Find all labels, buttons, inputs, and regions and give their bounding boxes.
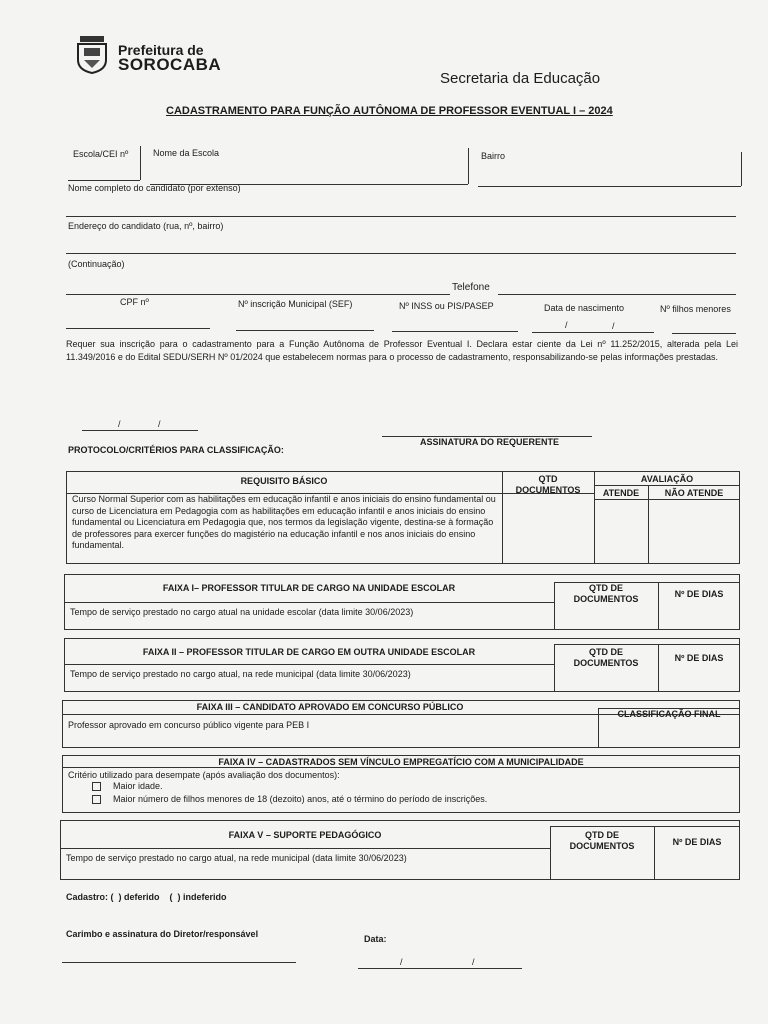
inss-field[interactable] — [392, 331, 518, 332]
inscricao-field[interactable] — [236, 330, 374, 331]
faixa4-item1: Maior idade. — [92, 781, 163, 791]
maior-numero-filhos-checkbox[interactable] — [92, 795, 101, 804]
inss-label: Nº INSS ou PIS/PASEP — [399, 301, 494, 311]
nome-completo-field[interactable] — [66, 216, 736, 217]
faixa3-text: Professor aprovado em concurso público vigente para PEB I — [68, 720, 310, 730]
faixa1-text: Tempo de serviço prestado no cargo atual na unidade escolar (data limite 30/06/2023) — [70, 607, 414, 617]
faixa5-qtd-header: QTD DE DOCUMENTOS — [569, 830, 635, 851]
carimbo-signature-line[interactable] — [62, 962, 296, 963]
faixa4-criterio: Critério utilizado para desempate (após avaliação dos documentos): — [68, 770, 340, 780]
faixa2-header: FAIXA II – PROFESSOR TITULAR DE CARGO EM OUTRA UNIDADE ESCOLAR — [142, 647, 476, 657]
cpf-label: CPF nº — [120, 297, 149, 307]
data-label: Data: — [364, 934, 387, 944]
escola-cei-label: Escola/CEI nº — [73, 149, 129, 159]
inscricao-label: Nº inscrição Municipal (SEF) — [238, 299, 353, 309]
footer-date-field[interactable] — [358, 968, 522, 969]
requisito-qtd-header: QTD DOCUMENTOS — [515, 474, 581, 495]
nome-escola-label: Nome da Escola — [153, 148, 220, 158]
cadastro-status[interactable]: Cadastro: ( ) deferido ( ) indeferido — [66, 892, 227, 902]
faixa4-item2: Maior número de filhos menores de 18 (dezoito) anos, até o término do período de inscrições. — [92, 794, 487, 804]
continuacao-label: (Continuação) — [68, 259, 125, 269]
faixa2-dias-header: Nº DE DIAS — [674, 653, 724, 663]
assinatura-label: ASSINATURA DO REQUERENTE — [420, 437, 560, 447]
declaration-text: Requer sua inscrição para o cadastramento para a Função Autônoma de Professor Eventual I. Declara estar ciente da Lei nº 11.252/2015, alterada pela Lei 11.349/2016 e do Edital SEDU/SERH Nº 01/2024 que estabelecem normas para o processo de cadastramento, responsabilizando-se pelas informações prestadas. — [66, 339, 738, 362]
logo-line-1: Prefeitura de — [118, 42, 204, 58]
faixa1-dias-header: Nº DE DIAS — [674, 589, 724, 599]
nome-completo-label: Nome completo do candidato (por extenso) — [68, 183, 241, 193]
secretaria-heading: Secretaria da Educação — [440, 70, 601, 87]
avaliacao-header: AVALIAÇÃO — [640, 474, 694, 484]
logo-line-2: SOROCABA — [118, 55, 222, 74]
faixa4-header: FAIXA IV – CADASTRADOS SEM VÍNCULO EMPREGATÍCIO COM A MUNICIPALIDADE — [218, 757, 584, 767]
faixa1-header: FAIXA I– PROFESSOR TITULAR DE CARGO NA UNIDADE ESCOLAR — [162, 583, 456, 593]
faixa5-dias-header: Nº DE DIAS — [672, 837, 722, 847]
protocolo-label: PROTOCOLO/CRITÉRIOS PARA CLASSIFICAÇÃO: — [68, 445, 284, 455]
nascimento-field[interactable] — [532, 332, 654, 333]
nascimento-label: Data de nascimento — [544, 303, 625, 313]
bairro-label: Bairro — [481, 151, 506, 161]
carimbo-label: Carimbo e assinatura do Diretor/responsável — [66, 929, 259, 939]
city-seal-logo — [72, 34, 112, 74]
request-date-field[interactable] — [82, 430, 198, 431]
requisito-text: Curso Normal Superior com as habilitações em educação infantil e anos iniciais do ensino fundamental ou curso de Licenciatura em Pedagogia com as habilitações em educação infantil e anos iniciais do ensino fundamental ou Licenciatura em Pedagogia que, nos termos da legislação vigente, destina-se à formação de professores para exercer funções do magistério na educação infantil e nos anos iniciais do ensino fundamental. — [72, 494, 496, 550]
filhos-label: Nº filhos menores — [660, 304, 731, 314]
faixa3-classificacao-header: CLASSIFICAÇÃO FINAL — [617, 709, 721, 719]
atende-header: ATENDE — [602, 488, 640, 498]
form-title: CADASTRAMENTO PARA FUNÇÃO AUTÔNOMA DE PROFESSOR EVENTUAL I – 2024 — [166, 105, 613, 117]
faixa3-header: FAIXA III – CANDIDATO APROVADO EM CONCURSO PÚBLICO — [196, 702, 464, 712]
requisito-header: REQUISITO BÁSICO — [240, 476, 328, 486]
faixa1-qtd-header: QTD DE DOCUMENTOS — [573, 583, 639, 604]
faixa5-text: Tempo de serviço prestado no cargo atual, na rede municipal (data limite 30/06/2023) — [66, 853, 407, 863]
faixa5-header: FAIXA V – SUPORTE PEDAGÓGICO — [228, 830, 382, 840]
cpf-field[interactable] — [66, 328, 210, 329]
nao-atende-header: NÃO ATENDE — [664, 488, 724, 498]
faixa2-text: Tempo de serviço prestado no cargo atual, na rede municipal (data limite 30/06/2023) — [70, 669, 411, 679]
telefone-label: Telefone — [452, 282, 490, 293]
maior-idade-checkbox[interactable] — [92, 782, 101, 791]
telefone-field[interactable] — [498, 294, 736, 295]
continuacao-field[interactable] — [66, 294, 450, 295]
endereco-field[interactable] — [66, 253, 736, 254]
filhos-field[interactable] — [672, 333, 736, 334]
faixa2-qtd-header: QTD DE DOCUMENTOS — [573, 647, 639, 668]
endereco-label: Endereço do candidato (rua, nº, bairro) — [68, 221, 224, 231]
